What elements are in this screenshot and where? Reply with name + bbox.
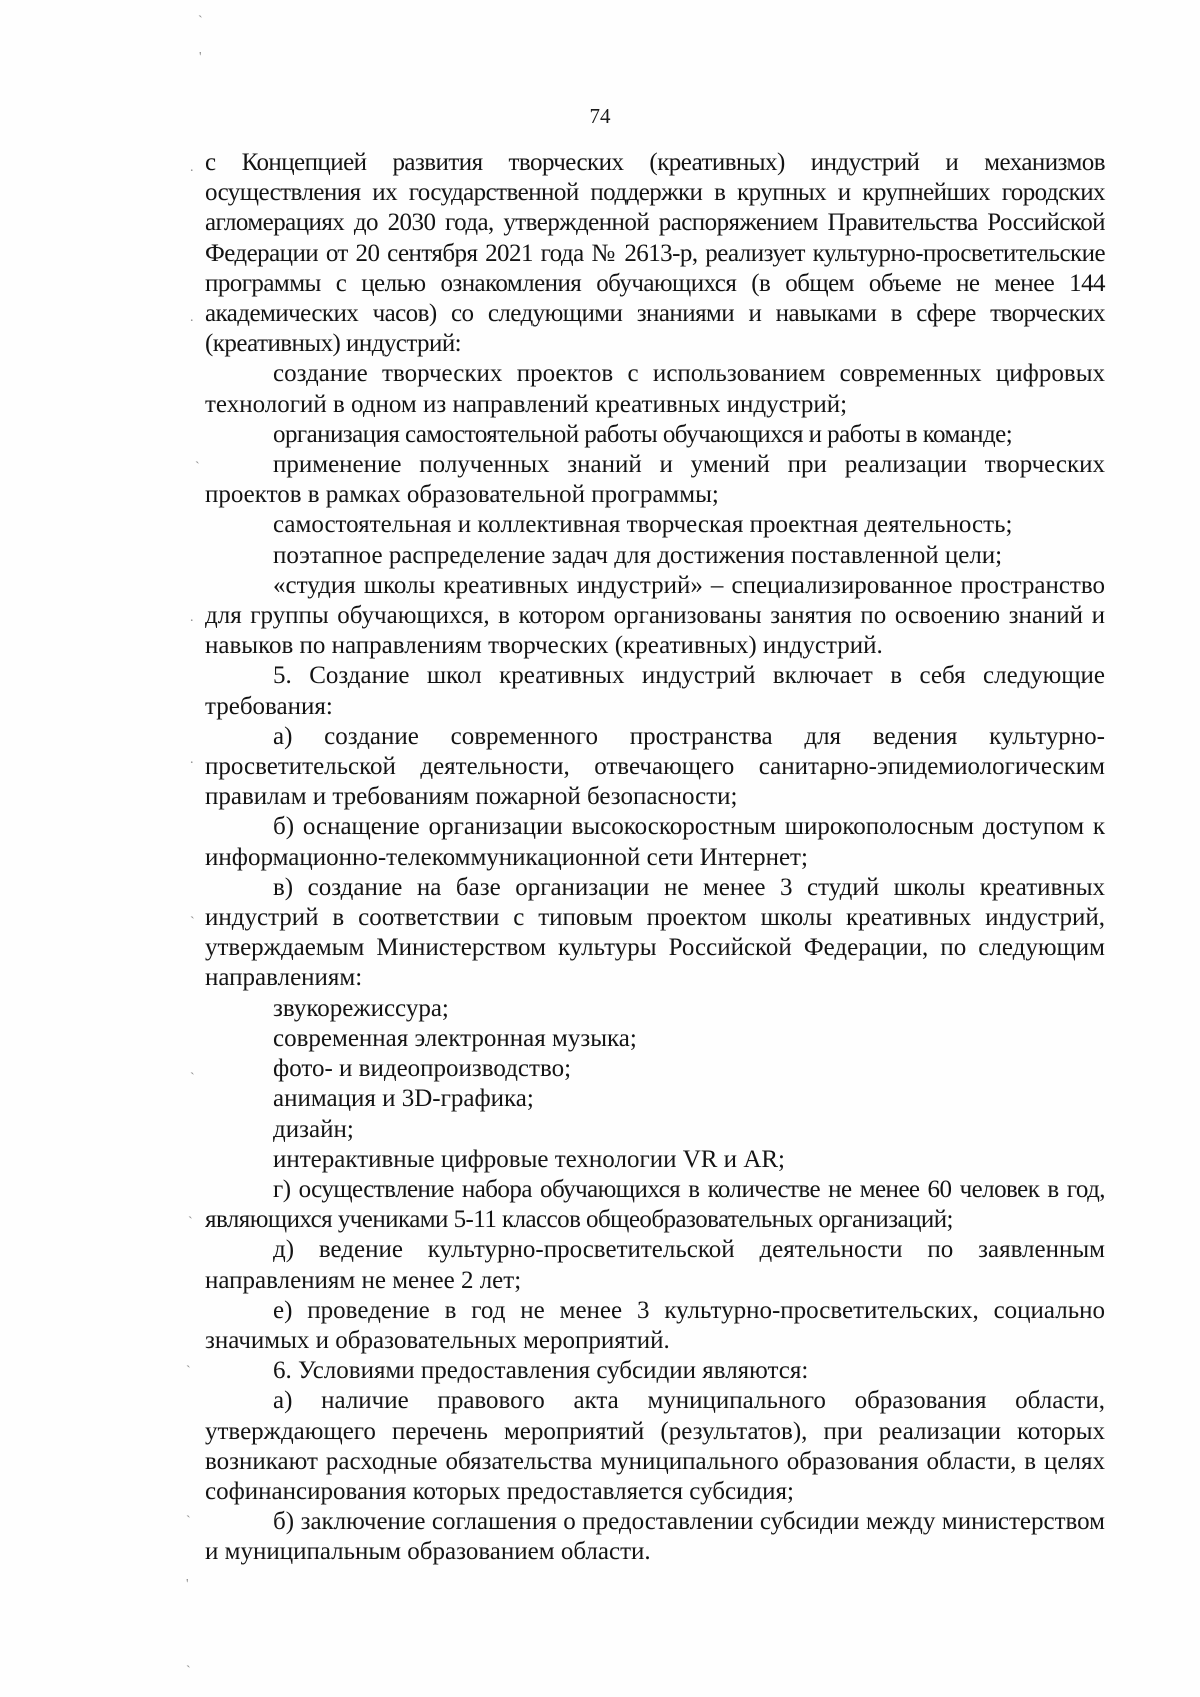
- paragraph-item-5d: д) ведение культурно-просветительской деятельности по заявленным направлениям не менее 2 лет;: [205, 1236, 1105, 1294]
- paragraph-item-5g: г) осуществление набора обучающихся в количестве не менее 60 человек в год, являющихся учениками 5-11 классов общеобразовательных организаций;: [205, 1175, 1105, 1234]
- paragraph-item-5c: в) создание на базе организации не менее 3 студий школы креативных индустрий в соответствии с типовым проектом школы креативных индустрий, утверждаемым Министерством культуры Российской Федерации, по следующим направлениям:: [205, 873, 1105, 992]
- list-item-vr-ar: интерактивные цифровые технологии VR и AR;: [273, 1145, 785, 1173]
- list-item-sound-engineering: звукорежиссура;: [273, 994, 449, 1022]
- paragraph-item-6: 6. Условиями предоставления субсидии являются:: [273, 1357, 809, 1385]
- paragraph-skill-projects: создание творческих проектов с использованием современных цифровых технологий в одном из направлений креативных индустрий;: [205, 360, 1105, 418]
- paragraph-item-5: 5. Создание школ креативных индустрий включает в себя следующие требования:: [205, 662, 1105, 720]
- paragraph-studio-definition: «студия школы креативных индустрий» – специализированное пространство для группы обучающихся, в котором организованы занятия по освоению знаний и навыков по направлениям творческих (креативных) индустрий.: [205, 571, 1105, 660]
- paragraph-concept-intro: с Концепцией развития творческих (креативных) индустрий и механизмов осуществления их государственной поддержки в крупных и крупнейших городских агломерациях до 2030 года, утвержденной распоряжением Правительства Российской Федерации от 20 сентября 2021 года № 2613-р, реализует культурно-просветительские программы с целью ознакомления обучающихся (в общем объеме не менее 144 академических часов) со следующими знаниями и навыками в сфере творческих (креативных) индустрий:: [205, 149, 1105, 358]
- list-item-electronic-music: современная электронная музыка;: [273, 1024, 637, 1052]
- paragraph-skill-application: применение полученных знаний и умений при реализации творческих проектов в рамках образовательной программы;: [205, 451, 1105, 509]
- paragraph-item-5e: е) проведение в год не менее 3 культурно-просветительских, социально значимых и образовательных мероприятий.: [205, 1296, 1105, 1354]
- paragraph-item-5a: а) создание современного пространства для ведения культурно-просветительской деятельности, отвечающего санитарно-эпидемиологическим правилам и требованиям пожарной безопасности;: [205, 722, 1105, 811]
- paragraph-item-6a: а) наличие правового акта муниципального образования области, утверждающего перечень мероприятий (результатов), при реализации которых возникают расходные обязательства муниципального образования области, в целях софинансирования которых предоставляется субсидия;: [205, 1387, 1105, 1505]
- paragraph-skill-tasks: поэтапное распределение задач для достижения поставленной цели;: [273, 541, 1003, 569]
- list-item-design: дизайн;: [273, 1115, 354, 1143]
- page-number: 74: [589, 104, 611, 128]
- list-item-photo-video: фото- и видеопроизводство;: [273, 1055, 572, 1083]
- document-body: [205, 148, 1105, 1568]
- paragraph-item-6b: б) заключение соглашения о предоставлении субсидии между министерством и муниципальным образованием области.: [205, 1508, 1105, 1566]
- paragraph-skill-teamwork: организация самостоятельной работы обучающихся и работы в команде;: [273, 420, 1013, 448]
- list-item-animation-3d: анимация и 3D-графика;: [273, 1085, 534, 1113]
- document-page: ` ' . . ` . . ` ` ` ` ` ' ` 74 с Концепцией развития творческих (креативных) индустрий и механизмов осуществления их государственной поддержки в крупных и крупнейших городских агломерациях до 2030 года, утвержденной распоряжением Правительства Российской Федерации от 20 сентября 2021 года № 2613-р, реализует культурно-просветительские программы с целью ознакомления обучающихся (в общем объеме не менее 144 академических часов) со следующими знаниями и навыками в сфере творческих (креативных) индустрий: создание творческих проектов с использованием современных цифровых технологий в одном из направлений креативных индустрий; организация самостоятельной работы обучающихся и работы в команде; применение полученных знаний и умений при реализации творческих проектов в рамках образовательной программы; самостоятельная и коллективная творческая проектная деятельность; поэтапное распределение задач для достижения поставленной цели; «студия школы креативных индустрий» – специализированное пространство для группы обучающихся, в котором организованы занятия по освоению знаний и навыков по направлениям творческих (креативных) индустрий. 5. Создание школ креативных индустрий включает в себя следующие требования: а) создание современного пространства для ведения культурно-просветительской деятельности, отвечающего санитарно-эпидемиологическим правилам и требованиям пожарной безопасности; б) оснащение организации высокоскоростным широкополосным доступом к информационно-телекоммуникационной сети Интернет; в) создание на базе организации не менее 3 студий школы креативных индустрий в соответствии с типовым проектом школы креативных индустрий, утверждаемым Министерством культуры Российской Федерации, по следующим направлениям: звукорежиссура; современная электронная музыка; фото- и видеопроизводство; анимация и 3D-графика; дизайн; интерактивные цифровые технологии VR и AR; г) осуществление набора обучающихся в количестве не менее 60 человек в год, являющихся учениками 5-11 классов общеобразовательных организаций; д) ведение культурно-просветительской деятельности по заявленным направлениям не менее 2 лет; е) проведение в год не менее 3 культурно-просветительских, социально значимых и образовательных мероприятий. 6. Условиями предоставления субсидии являются: а) наличие правового акта муниципального образования области, утверждающего перечень мероприятий (результатов), при реализации которых возникают расходные обязательства муниципального образования области, в целях софинансирования которых предоставляется субсидия; б) заключение соглашения о предоставлении субсидии между министерством и муниципальным образованием области.: [0, 0, 1200, 1697]
- paragraph-skill-activity: самостоятельная и коллективная творческая проектная деятельность;: [273, 511, 1013, 539]
- paragraph-item-5b: б) оснащение организации высокоскоростным широкополосным доступом к информационно-телекоммуникационной сети Интернет;: [205, 813, 1105, 871]
